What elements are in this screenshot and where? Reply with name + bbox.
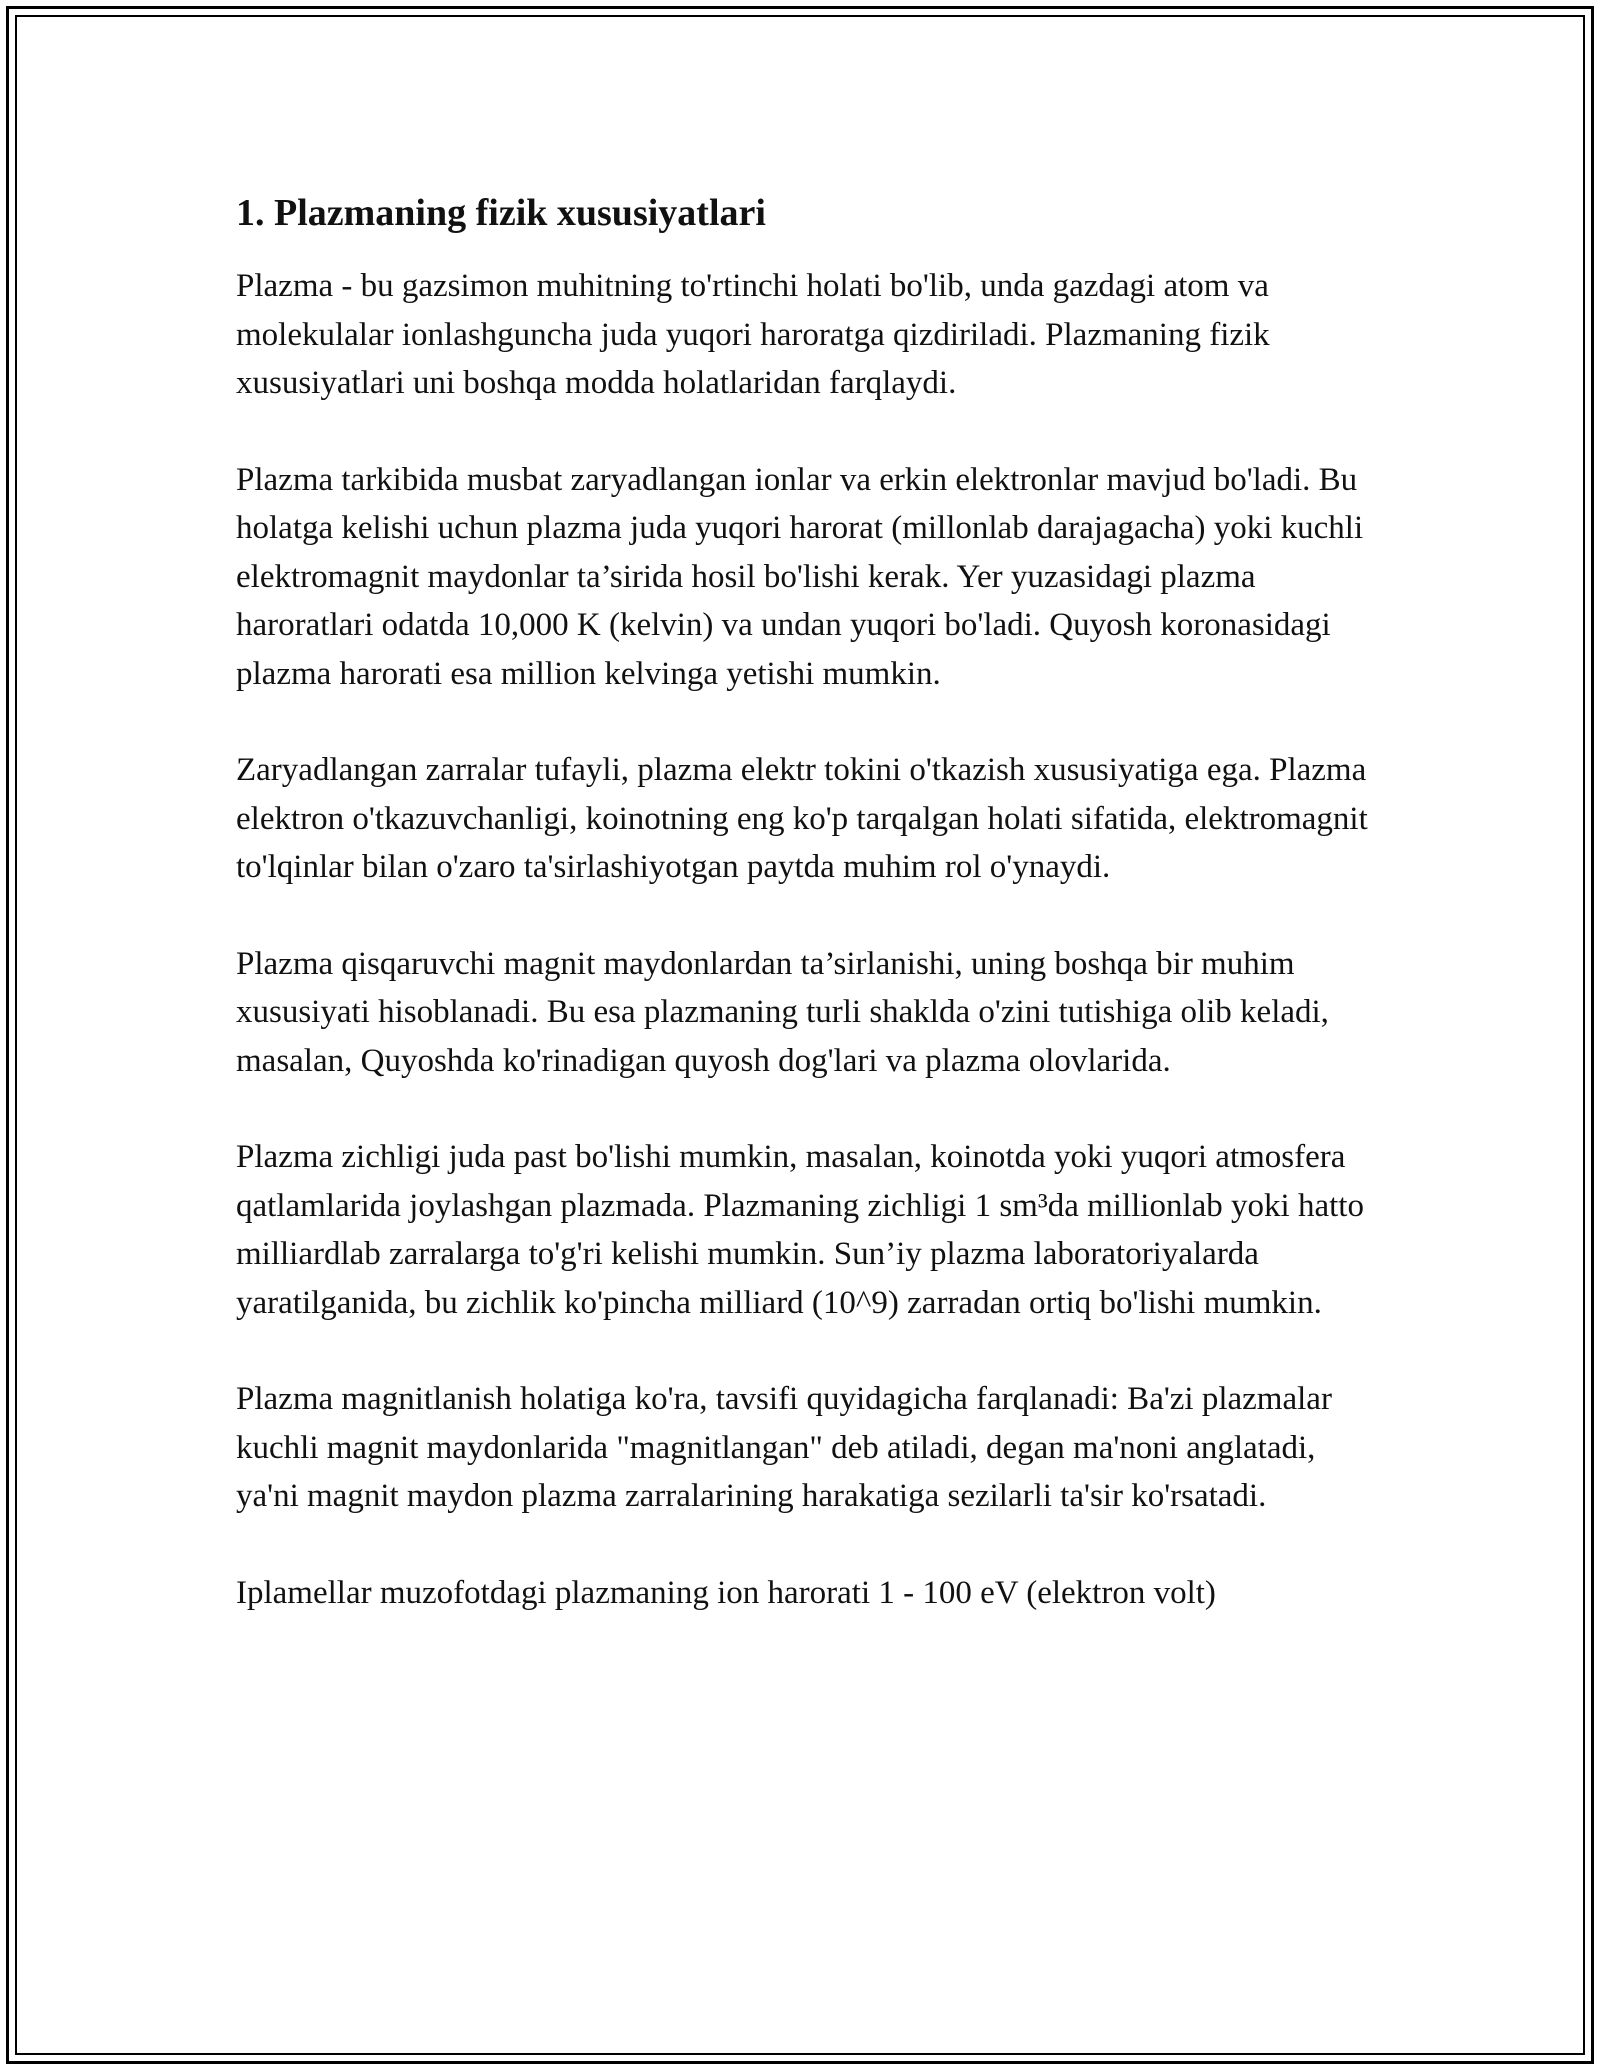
paragraph-1: Plazma - bu gazsimon muhitning to'rtinchi holati bo'lib, unda gazdagi atom va molekulalar ionlashguncha juda yuqori haroratga qizdiriladi. Plazmaning fizik xususiyatlari uni boshqa modda holatlaridan farqlaydi. — [236, 268, 1270, 401]
paragraph-7: Iplamellar muzofotdagi plazmaning ion harorati 1 - 100 eV (elektron volt) — [236, 1574, 1216, 1611]
paragraph-6: Plazma magnitlanish holatiga ko'ra, tavsifi quyidagicha farqlanadi: Ba'zi plazmalar kuchli magnit maydonlarida "magnitlangan" deb atiladi, degan ma'noni anglatadi, ya'ni magnit maydon plazma zarralarining harakatiga sezilarli ta'sir ko'rsatadi. — [236, 1381, 1332, 1514]
paragraph-2: Plazma tarkibida musbat zaryadlangan ionlar va erkin elektronlar mavjud bo'ladi. Bu holatga kelishi uchun plazma juda yuqori harorat (millonlab darajagacha) yoki kuchli elektromagnit maydonlar ta’sirida hosil bo'lishi kerak. Yer yuzasidagi plazma haroratlari odatda 10,000 K (kelvin) va undan yuqori bo'ladi. Quyosh koronasidagi plazma harorati esa million kelvinga yetishi mumkin. — [236, 461, 1364, 692]
paragraph-5: Plazma zichligi juda past bo'lishi mumkin, masalan, koinotda yoki yuqori atmosfera qatlamlarida joylashgan plazmada. Plazmaning zichligi 1 sm³da millionlab yoki hatto milliardlab zarralarga to'g'ri kelishi mumkin. Sun’iy plazma laboratoriyalarda yaratilganida, bu zichlik ko'pincha milliard (10^9) zarradan ortiq bo'lishi mumkin. — [236, 1139, 1364, 1321]
document-body — [236, 188, 1376, 1665]
section-heading: 1. Plazmaning fizik xususiyatlari — [236, 192, 766, 234]
paragraph-4: Plazma qisqaruvchi magnit maydonlardan ta’sirlanishi, uning boshqa bir muhim xususiyati hisoblanadi. Bu esa plazmaning turli shaklda o'zini tutishiga olib keladi, masalan, Quyoshda ko'rinadigan quyosh dog'lari va plazma olovlarida. — [236, 945, 1329, 1079]
paragraph-3: Zaryadlangan zarralar tufayli, plazma elektr tokini o'tkazish xususiyatiga ega. Plazma elektron o'tkazuvchanligi, koinotning eng ko'p tarqalgan holati sifatida, elektromagnit to'lqinlar bilan o'zaro ta'sirlashiyotgan paytda muhim rol o'ynaydi. — [236, 752, 1368, 885]
